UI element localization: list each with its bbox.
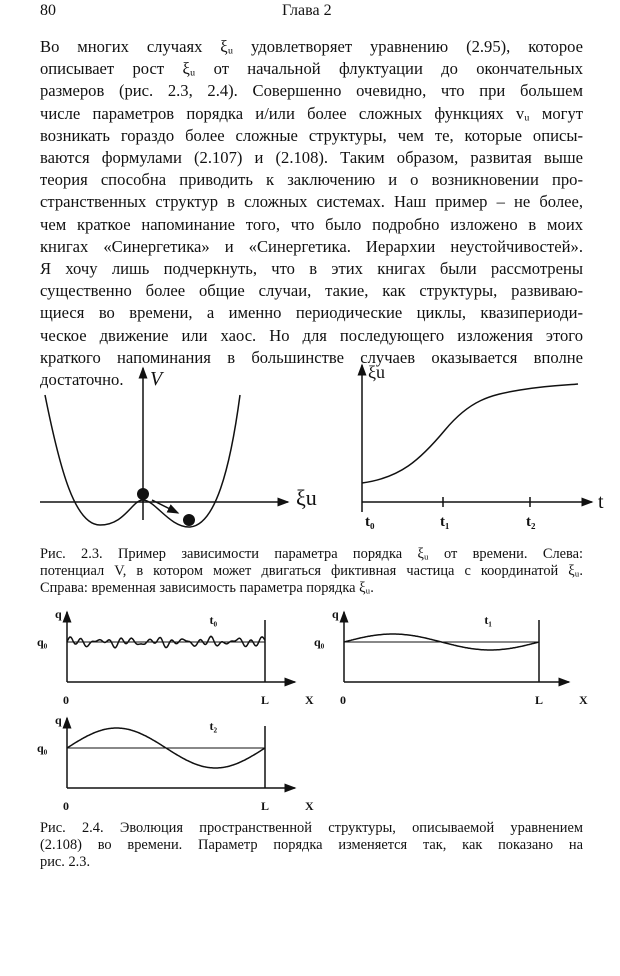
xi-time-plot [362,362,604,530]
q0-label: q₀ [37,635,48,649]
text-line: достаточно. [40,370,124,390]
t2-label: t₂ [526,514,536,530]
running-header: Глава 2 [282,2,332,19]
time-label: t₀ [209,613,218,627]
text-line: потенциал V, в котором может двигаться фиктивная частица с координатой ξᵤ. [40,563,583,579]
q-label: q [332,607,339,621]
text-line: описывает рост ξᵤ от начальной флуктуации до окончательных [40,59,583,79]
text-line: краткого напоминания в большинстве случаев оказывается вполне [40,347,583,367]
xi-label: ξu [296,485,317,510]
text-line: рис. 2.3. [40,854,91,870]
text-line: (2.108) во времени. Параметр порядка изменяется так, как показано на [40,837,583,853]
panel-0 [37,607,314,707]
panel-2 [37,713,314,813]
text-line: книгах «Синергетика» и «Синергетика. Иерархии неустойчивостей». [40,236,583,256]
text-line: числе параметров порядка и/или более сложных функциях vᵤ могут [40,103,583,123]
l-label: L [261,693,270,707]
potential-plot [40,368,317,527]
particle-top [137,488,149,500]
t0-label: t₀ [365,514,375,530]
text-line: Рис. 2.4. Эволюция пространственной структуры, описываемой уравнением [40,820,583,836]
q0-label: q₀ [314,635,325,649]
fig23-caption [40,546,583,597]
l-label: L [535,693,544,707]
x-label: X [579,693,588,707]
text-line: Рис. 2.3. Пример зависимости параметра порядка ξᵤ от времени. Слева: [40,546,583,562]
text-line: ваются формулами (2.107) и (2.108). Таким образом, развитая выше [40,148,583,168]
x-label: X [305,799,314,813]
text-line: странственных структур в сложных системах. Наш пример – не более, [40,192,583,212]
origin-label: 0 [340,693,346,707]
text-line: возникать гораздо более сложные структуры, чем те, которые описы- [40,125,583,145]
origin-label: 0 [63,693,69,707]
page-number: 80 [40,2,56,19]
fig24-caption [40,820,583,871]
l-label: L [261,799,270,813]
text-line: теория способна приводить к заключению и о возникновении про- [40,170,583,190]
t-label: t [598,491,604,513]
time-label: t₂ [209,719,218,733]
text-line: Во многих случаях ξᵤ удовлетворяет уравнению (2.95), которое [40,37,583,56]
time-label: t₁ [484,613,492,627]
text-line: существенно более общие случаи, такие, как структуры, развиваю- [40,281,583,301]
xi-label-right: ξu [368,362,386,382]
text-line: Я хочу лишь подчеркнуть, что в этих книгах были рассмотрены [40,259,583,279]
fig24-panels [37,607,588,813]
v-label: V [150,368,163,390]
text-line: щиеся во времени, а именно периодические циклы, квазипериоди- [40,303,583,323]
t1-label: t₁ [440,514,450,530]
panel-1 [314,607,588,707]
x-label: X [305,693,314,707]
text-line: ческое движение или хаос. Но для последующего изложения этого [40,325,583,345]
origin-label: 0 [63,799,69,813]
q-label: q [55,713,62,727]
text-line: Справа: временная зависимость параметра порядка ξᵤ. [40,580,374,596]
particle-bottom [183,514,195,526]
q-label: q [55,607,62,621]
text-line: чем краткое напоминание того, что было подробно изложено в моих [40,214,583,234]
xi-curve [362,384,578,483]
text-line: размеров (рис. 2.3, 2.4). Совершенно очевидно, что при большем [40,81,583,101]
q0-label: q₀ [37,741,48,755]
